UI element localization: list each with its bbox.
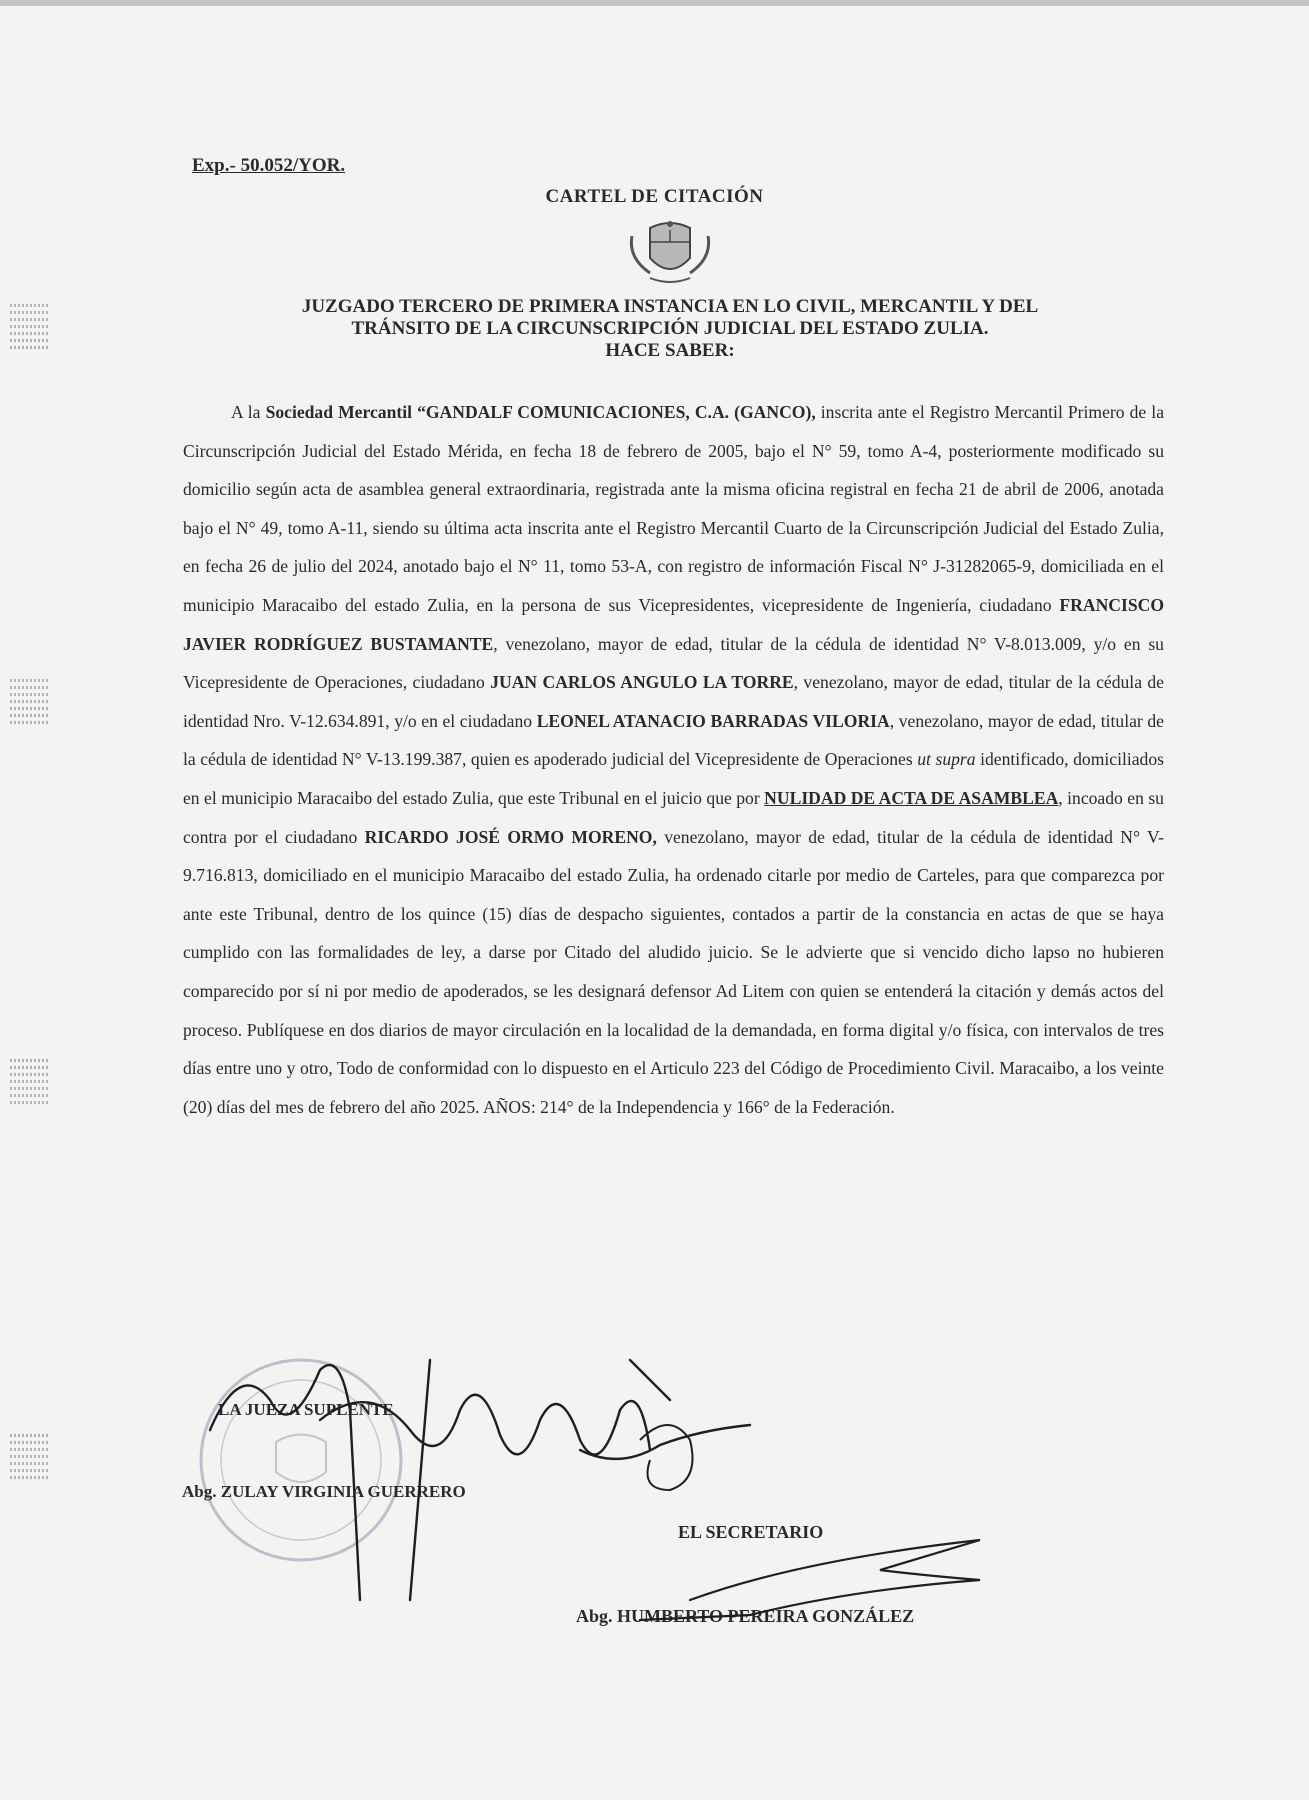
person-name: LEONEL ATANACIO BARRADAS VILORIA [536,710,890,731]
court-line-3: HACE SABER: [605,340,735,361]
text-span: , venezolano, mayor de edad, titular de la cédula de identidad N° V-8.013.009, y/o en su Vicepresidente de Operaciones, ciudadano [183,633,1164,693]
document-title: CARTEL DE CITACIÓN [545,186,764,207]
text-span: , incoado en su contra por el ciudadano [183,787,1164,847]
text-span: , venezolano, mayor de edad, titular de la cédula de identidad Nro. V-12.634.891, y/o en el ciudadano [183,672,1164,731]
text-span: , venezolano, mayor de edad, titular de la cédula de identidad N° V-13.199.387, quien es apoderado judicial del Vicepresidente de Operaciones [183,710,1164,770]
court-line-2: TRÁNSITO DE LA CIRCUNSCRIPCIÓN JUDICIAL DEL ESTADO ZULIA. [351,318,989,339]
punch-marks [10,1430,50,1483]
punch-marks [10,675,50,728]
person-name: JUAN CARLOS ANGULO LA TORRE [490,672,794,693]
coat-of-arms-icon [620,218,720,288]
judge-name: Abg. ZULAY VIRGINIA GUERRERO [182,1482,466,1501]
text-span: venezolano, mayor de edad, titular de la cédula de identidad N° V-9.716.813, domiciliado en el municipio Maracaibo del estado Zulia, ha ordenado citarle por medio de Carteles, para que comparezca por ante este Tribunal, dentro de los quince (15) días de despacho siguientes, contados a partir de la constancia en actas de que se haya cumplido con las formalidades de ley, a darse por Citado del aludido juicio. Se le advierte que si vencido dicho lapso no hubieren comparecido por sí ni por medio de apoderados, se les designará defensor Ad Litem con quien se entenderá la citación y demás actos del proceso. Publíquese en dos diarios de mayor circulación en la localidad de la demandada, en forma digital y/o física, con intervalos de tres días entre uno y otro, Todo de conformidad con lo dispuesto en el Articulo 223 del Código de Procedimiento Civil. Maracaibo, a los veinte (20) días del mes de febrero del año 2025. AÑOS: 214° de la Independencia y 166° de la Federación. [183,826,1164,1117]
text-span: identificado, domiciliados en el municipio Maracaibo del estado Zulia, que este Tribunal en el juicio que por [183,749,1164,808]
punch-marks [10,300,50,353]
person-name: FRANCISCO JAVIER RODRÍGUEZ BUSTAMANTE [183,594,1164,654]
citation-paragraph [183,393,1164,1126]
scan-edge [0,0,1309,6]
punch-marks [10,1055,50,1108]
secretary-signature-icon [600,1530,1000,1630]
case-type: NULIDAD DE ACTA DE ASAMBLEA [764,787,1059,808]
case-number: Exp.- 50.052/YOR. [192,155,346,176]
secretary-name: Abg. HUMBERTO PEREIRA GONZÁLEZ [576,1606,915,1626]
secretary-title: EL SECRETARIO [678,1522,824,1542]
citation-body [183,393,1164,1126]
latin-phrase: ut supra [917,749,976,770]
company-name: Sociedad Mercantil “GANDALF COMUNICACIONES, C.A. (GANCO), [265,402,816,422]
text-span: A la [231,402,266,422]
text-span: inscrita ante el Registro Mercantil Primero de la Circunscripción Judicial del Estado Mérida, en fecha 18 de febrero de 2005, bajo el N° 59, tomo A-4, posteriormente modificado su domicilio según acta de asamblea general extraordinaria, registrada ante la misma oficina registral en fecha 21 de abril de 2006, anotada bajo el N° 49, tomo A-11, siendo su última acta inscrita ante el Registro Mercantil Cuarto de la Circunscripción Judicial del Estado Zulia, en fecha 26 de julio del 2024, anotado bajo el N° 11, tomo 53-A, con registro de información Fiscal N° J-31282065-9, domiciliada en el municipio Maracaibo del estado Zulia, en la persona de sus Vicepresidentes, vicepresidente de Ingeniería, ciudadano [183,402,1165,615]
plaintiff-name: RICARDO JOSÉ ORMO MORENO, [364,826,657,847]
judge-title: LA JUEZA SUPLENTE [218,1400,394,1419]
court-line-1: JUZGADO TERCERO DE PRIMERA INSTANCIA EN LO CIVIL, MERCANTIL Y DEL [301,296,1039,317]
court-heading [180,296,1160,362]
